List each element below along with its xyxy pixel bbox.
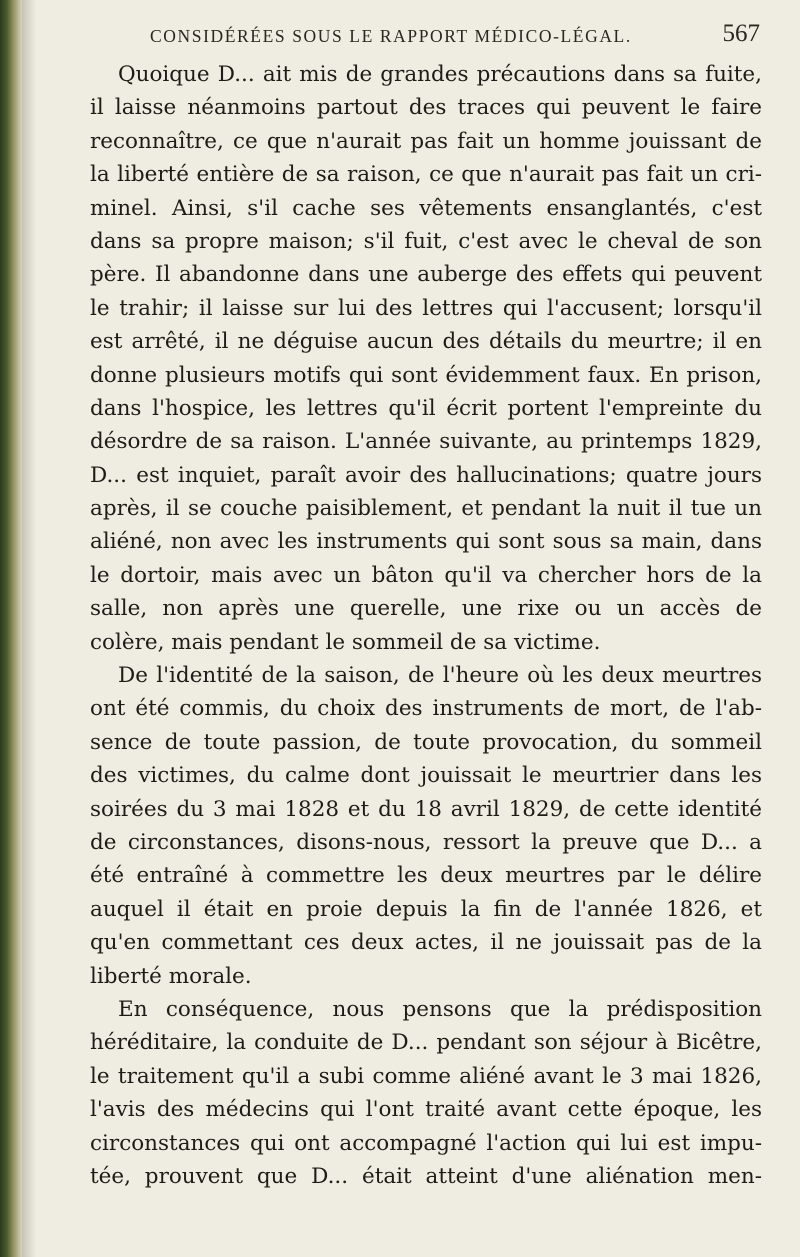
text-line: auquel il était en proie depuis la fin de l'année 1826, et	[90, 896, 762, 922]
running-head-title: CONSIDÉRÉES SOUS LE RAPPORT MÉDICO-LÉGAL.	[150, 26, 632, 46]
text-line: minel. Ainsi, s'il cache ses vêtements ensanglantés, c'est	[90, 195, 762, 221]
text-line: sence de toute passion, de toute provocation, du sommeil	[90, 729, 762, 755]
text-line: De l'identité de la saison, de l'heure où les deux meurtres	[118, 663, 762, 689]
page-binding-edge	[0, 0, 22, 1257]
text-line: l'avis des médecins qui l'ont traité avant cette époque, les	[90, 1097, 762, 1123]
text-line: père. Il abandonne dans une auberge des effets qui peuvent	[90, 262, 762, 288]
text-line: qu'en commettant ces deux actes, il ne jouissait pas de la	[90, 930, 762, 956]
text-line: liberté morale.	[90, 963, 252, 989]
text-line: le trahir; il laisse sur lui des lettres qui l'accusent; lorsqu'il	[90, 295, 762, 321]
text-line: après, il se couche paisiblement, et pendant la nuit il tue un	[90, 496, 762, 522]
text-line: héréditaire, la conduite de D... pendant son séjour à Bicêtre,	[90, 1030, 762, 1056]
text-line: En conséquence, nous pensons que la prédisposition	[118, 996, 762, 1022]
text-line: soirées du 3 mai 1828 et du 18 avril 1829, de cette identité	[90, 796, 762, 822]
text-line: le traitement qu'il a subi comme aliéné avant le 3 mai 1826,	[90, 1063, 762, 1089]
text-line: il laisse néanmoins partout des traces qui peuvent le faire	[90, 95, 762, 121]
text-line: le dortoir, mais avec un bâton qu'il va chercher hors de la	[90, 562, 762, 588]
text-line: D... est inquiet, paraît avoir des hallucinations; quatre jours	[90, 462, 762, 488]
text-line: dans l'hospice, les lettres qu'il écrit portent l'empreinte du	[90, 395, 762, 421]
text-line: salle, non après une querelle, une rixe ou un accès de	[90, 596, 762, 622]
text-line: tée, prouvent que D... était atteint d'une aliénation men-	[90, 1163, 762, 1189]
text-line: aliéné, non avec les instruments qui sont sous sa main, dans	[90, 529, 762, 555]
text-line: de circonstances, disons-nous, ressort la preuve que D... a	[90, 829, 762, 855]
text-line: été entraîné à commettre les deux meurtres par le délire	[90, 863, 762, 889]
text-line: ont été commis, du choix des instruments de mort, de l'ab-	[90, 696, 762, 722]
body-text	[90, 58, 762, 1193]
text-line: donne plusieurs motifs qui sont évidemment faux. En prison,	[90, 362, 762, 388]
text-line: dans sa propre maison; s'il fuit, c'est avec le cheval de son	[90, 228, 762, 254]
page-gutter-shadow	[22, 0, 36, 1257]
text-line: Quoique D... ait mis de grandes précautions dans sa fuite,	[118, 62, 762, 87]
text-line: désordre de sa raison. L'année suivante, au printemps 1829,	[90, 429, 762, 455]
page-number: 567	[722, 20, 760, 47]
text-line: colère, mais pendant le sommeil de sa victime.	[90, 629, 601, 655]
text-line: est arrêté, il ne déguise aucun des détails du meurtre; il en	[90, 329, 762, 355]
text-line: circonstances qui ont accompagné l'action qui lui est impu-	[90, 1130, 762, 1156]
running-head	[150, 20, 760, 54]
text-line: des victimes, du calme dont jouissait le meurtrier dans les	[90, 763, 762, 789]
text-line: la liberté entière de sa raison, ce que n'aurait pas fait un cri-	[90, 162, 762, 188]
text-line: reconnaître, ce que n'aurait pas fait un homme jouissant de	[90, 128, 762, 154]
